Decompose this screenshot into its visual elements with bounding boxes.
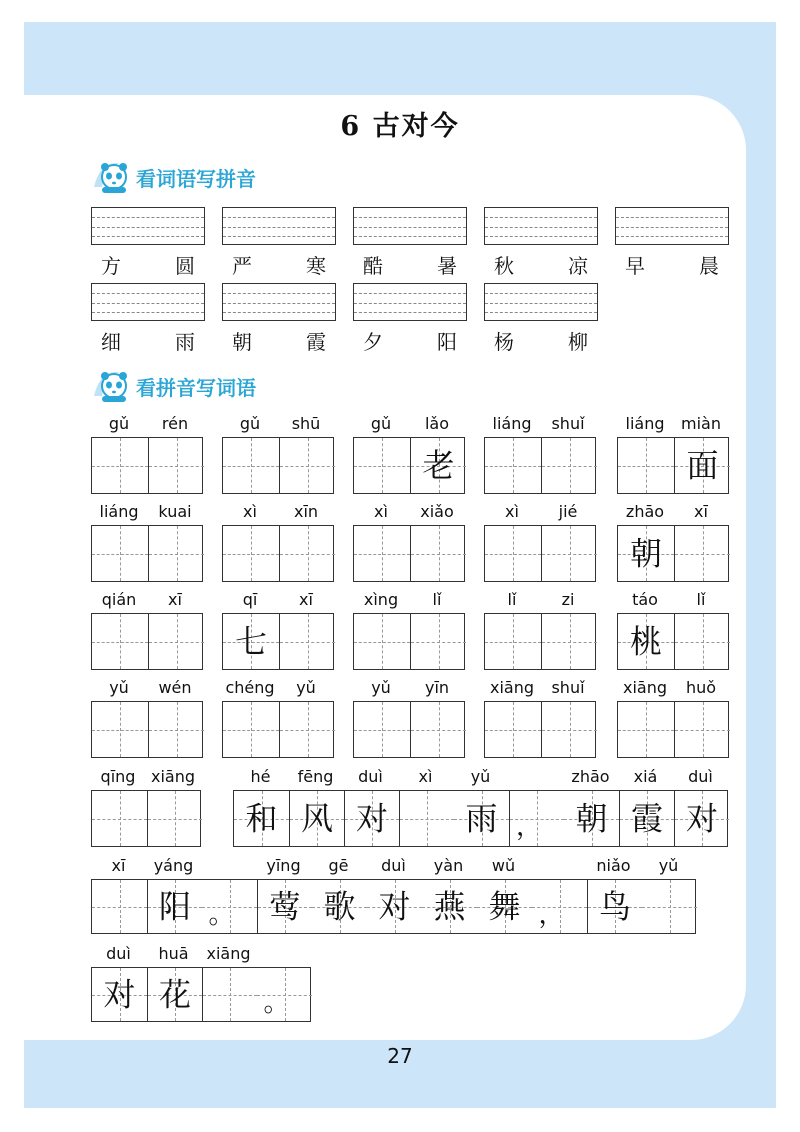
guide-line: [646, 438, 647, 493]
character-grid: [222, 701, 334, 758]
guide-line: [513, 702, 514, 757]
pinyin-syllable: gǔ: [370, 414, 392, 433]
character-cell[interactable]: [147, 791, 202, 846]
guide-line: [382, 526, 383, 581]
character-cell[interactable]: [148, 438, 204, 493]
pinyin-syllable: lǐ: [507, 590, 517, 609]
character-cell[interactable]: [92, 791, 147, 846]
pinyin-syllable: xiāng: [150, 767, 196, 786]
guide-line: [308, 526, 309, 581]
character-grid: [91, 613, 203, 670]
word-char: 杨: [494, 330, 514, 354]
character-cell[interactable]: [354, 526, 410, 581]
guide-line: [92, 312, 204, 313]
pinyin-answer-box[interactable]: [353, 207, 467, 245]
word-char: 晨: [699, 254, 719, 278]
guide-line: [382, 614, 383, 669]
panda-icon: [90, 157, 134, 195]
character-cell[interactable]: [674, 526, 730, 581]
word-char: 霞: [306, 330, 326, 354]
character-cell[interactable]: [257, 880, 312, 933]
character-cell[interactable]: [485, 702, 541, 757]
pinyin-syllable: jié: [558, 502, 578, 521]
guide-line: [703, 526, 704, 581]
guide-line: [177, 702, 178, 757]
word-char: 秋: [494, 254, 514, 278]
guide-line: [177, 614, 178, 669]
character-cell[interactable]: [509, 791, 564, 846]
character-grid: [222, 437, 334, 494]
guide-line: [251, 526, 252, 581]
character-cell[interactable]: [92, 880, 147, 933]
word-pair: [91, 326, 205, 355]
character-cell[interactable]: [202, 880, 257, 933]
given-character: 歌: [323, 886, 356, 925]
character-cell[interactable]: [541, 614, 597, 669]
pinyin-syllable: hé: [250, 767, 271, 786]
guide-line: [120, 880, 121, 933]
pinyin-syllable: xī: [111, 856, 126, 875]
character-cell[interactable]: [541, 526, 597, 581]
pinyin-syllable: zhāo: [625, 502, 665, 521]
character-cell[interactable]: [532, 880, 587, 933]
pinyin-syllable: xì: [418, 767, 433, 786]
guide-line: [308, 702, 309, 757]
character-grid: [484, 437, 596, 494]
word-char: 细: [101, 330, 121, 354]
guide-line: [439, 526, 440, 581]
word-char: 柳: [568, 330, 588, 354]
character-cell[interactable]: [279, 438, 335, 493]
guide-line: [251, 438, 252, 493]
character-grid: [91, 967, 311, 1022]
guide-line: [251, 702, 252, 757]
character-cell[interactable]: [92, 702, 148, 757]
character-grid: [353, 525, 465, 582]
pinyin-syllable: xiāng: [489, 678, 535, 697]
character-cell[interactable]: [485, 438, 541, 493]
pinyin-syllable: yàn: [433, 856, 464, 875]
pinyin-syllable: shuǐ: [551, 414, 585, 433]
guide-line: [485, 293, 597, 294]
pinyin-syllable: qián: [101, 590, 137, 609]
given-character: 燕: [433, 886, 466, 925]
guide-line: [120, 702, 121, 757]
character-cell[interactable]: [223, 702, 279, 757]
guide-line: [439, 702, 440, 757]
character-cell[interactable]: [92, 968, 147, 1021]
word-pair: [484, 250, 598, 279]
pinyin-syllable: yǔ: [109, 678, 129, 697]
given-character: 朝: [575, 798, 608, 837]
character-cell[interactable]: [148, 702, 204, 757]
character-cell[interactable]: [410, 438, 466, 493]
pinyin-syllable: qī: [242, 590, 258, 609]
character-cell[interactable]: [587, 880, 642, 933]
pinyin-answer-box[interactable]: [615, 207, 729, 245]
given-character: 鸟: [598, 886, 631, 925]
word-char: 早: [625, 254, 645, 278]
pinyin-syllable: liáng: [625, 414, 665, 433]
guide-line: [670, 880, 671, 933]
character-cell[interactable]: [223, 614, 279, 669]
character-cell[interactable]: [354, 614, 410, 669]
character-cell[interactable]: [618, 438, 674, 493]
word-char: 凉: [568, 254, 588, 278]
word-char: 圆: [175, 254, 195, 278]
pinyin-syllable: shū: [291, 414, 321, 433]
guide-line: [485, 227, 597, 228]
guide-line: [485, 236, 597, 237]
pinyin-answer-box[interactable]: [484, 283, 598, 321]
given-character: 。: [263, 987, 290, 1018]
word-pair: [615, 250, 729, 279]
word-pair: [222, 326, 336, 355]
pinyin-syllable: xiǎo: [420, 502, 454, 521]
character-cell[interactable]: [223, 526, 279, 581]
character-cell[interactable]: [223, 438, 279, 493]
pinyin-syllable: yǔ: [296, 678, 316, 697]
guide-line: [485, 312, 597, 313]
page-number: 27: [387, 1044, 413, 1068]
given-character: 。: [208, 899, 235, 930]
given-character: 阳: [158, 886, 191, 925]
word-char: 酷: [363, 254, 383, 278]
character-cell[interactable]: [92, 438, 148, 493]
guide-line: [513, 526, 514, 581]
pinyin-syllable: kuai: [158, 502, 192, 521]
pinyin-syllable: xī: [168, 590, 182, 609]
given-character: 霞: [630, 798, 663, 837]
character-cell[interactable]: [485, 526, 541, 581]
guide-line: [308, 438, 309, 493]
pinyin-syllable: duì: [688, 767, 713, 786]
character-grid: [91, 879, 696, 934]
pinyin-syllable: niǎo: [596, 856, 631, 875]
given-character: 朝: [629, 533, 662, 572]
word-pair: [353, 326, 467, 355]
character-cell[interactable]: [344, 791, 399, 846]
given-character: 对: [685, 798, 718, 837]
word-pair: [484, 326, 598, 355]
guide-line: [92, 303, 204, 304]
guide-line: [616, 217, 728, 218]
guide-line: [223, 217, 335, 218]
guide-line: [570, 702, 571, 757]
given-character: ，: [538, 899, 565, 930]
pinyin-syllable: wǔ: [491, 856, 516, 875]
given-character: 对: [378, 886, 411, 925]
pinyin-syllable: xì: [374, 502, 388, 521]
pinyin-syllable: táo: [632, 590, 658, 609]
guide-line: [703, 702, 704, 757]
pinyin-syllable: xiāng: [622, 678, 668, 697]
pinyin-syllable: shuǐ: [551, 678, 585, 697]
character-cell[interactable]: [618, 526, 674, 581]
given-character: 雨: [465, 798, 498, 837]
character-cell[interactable]: [422, 880, 477, 933]
character-grid: [91, 437, 203, 494]
character-grid: [91, 701, 203, 758]
character-grid: [617, 613, 729, 670]
pinyin-syllable: gǔ: [239, 414, 261, 433]
word-pair: [222, 250, 336, 279]
pinyin-syllable: gǔ: [108, 414, 130, 433]
guide-line: [616, 227, 728, 228]
guide-line: [92, 293, 204, 294]
guide-line: [177, 438, 178, 493]
pinyin-syllable: yǔ: [470, 767, 491, 786]
guide-line: [382, 438, 383, 493]
character-grid: [353, 613, 465, 670]
character-grid: [222, 613, 334, 670]
guide-line: [223, 312, 335, 313]
character-cell[interactable]: [618, 614, 674, 669]
character-cell[interactable]: [541, 438, 597, 493]
character-cell[interactable]: [410, 526, 466, 581]
character-cell[interactable]: [410, 614, 466, 669]
guide-line: [485, 217, 597, 218]
word-pair: [91, 250, 205, 279]
given-character: 舞: [488, 886, 521, 925]
guide-line: [230, 968, 231, 1021]
guide-line: [513, 614, 514, 669]
character-cell[interactable]: [564, 791, 619, 846]
word-char: 方: [101, 254, 121, 278]
pinyin-syllable: yǔ: [658, 856, 679, 875]
pinyin-syllable: chéng: [225, 678, 275, 697]
character-cell[interactable]: [410, 702, 466, 757]
guide-line: [570, 526, 571, 581]
guide-line: [120, 526, 121, 581]
pinyin-syllable: liáng: [99, 502, 139, 521]
guide-line: [120, 614, 121, 669]
guide-line: [223, 293, 335, 294]
given-character: 老: [422, 445, 455, 484]
page-title: 6 古对今: [340, 111, 460, 142]
pinyin-answer-box[interactable]: [222, 207, 336, 245]
pinyin-syllable: zi: [561, 590, 575, 609]
guide-line: [175, 791, 176, 846]
section-title: 看词语写拼音: [136, 167, 256, 191]
character-cell[interactable]: [312, 880, 367, 933]
character-grid: [617, 437, 729, 494]
character-cell[interactable]: [289, 791, 344, 846]
character-cell[interactable]: [92, 614, 148, 669]
guide-line: [354, 303, 466, 304]
pinyin-syllable: lǎo: [424, 414, 450, 433]
pinyin-syllable: huǒ: [685, 678, 717, 697]
guide-line: [92, 227, 204, 228]
character-cell[interactable]: [279, 702, 335, 757]
guide-line: [354, 236, 466, 237]
character-cell[interactable]: [619, 791, 674, 846]
character-cell[interactable]: [642, 880, 697, 933]
character-grid: [91, 790, 201, 847]
panda-icon: [90, 366, 134, 404]
character-grid: [617, 701, 729, 758]
word-char: 暑: [437, 254, 457, 278]
character-grid: [484, 701, 596, 758]
character-grid: [353, 701, 465, 758]
guide-line: [513, 438, 514, 493]
word-char: 寒: [306, 254, 326, 278]
pinyin-syllable: wén: [158, 678, 192, 697]
pinyin-syllable: liáng: [492, 414, 532, 433]
pinyin-answer-box[interactable]: [353, 283, 467, 321]
character-cell[interactable]: [454, 791, 509, 846]
pinyin-syllable: duì: [106, 944, 131, 963]
pinyin-syllable: yīng: [266, 856, 301, 875]
character-cell[interactable]: [354, 702, 410, 757]
pinyin-syllable: qīng: [100, 767, 136, 786]
given-character: 风: [300, 798, 333, 837]
character-cell[interactable]: [147, 968, 202, 1021]
guide-line: [354, 293, 466, 294]
pinyin-syllable: gē: [328, 856, 349, 875]
character-cell[interactable]: [541, 702, 597, 757]
character-cell[interactable]: [674, 614, 730, 669]
word-char: 阳: [437, 330, 457, 354]
character-cell[interactable]: [234, 791, 289, 846]
guide-line: [427, 791, 428, 846]
guide-line: [92, 236, 204, 237]
pinyin-syllable: duì: [358, 767, 383, 786]
pinyin-syllable: rén: [161, 414, 189, 433]
pinyin-syllable: miàn: [681, 414, 721, 433]
character-cell[interactable]: [399, 791, 454, 846]
word-char: 雨: [175, 330, 195, 354]
pinyin-syllable: xì: [243, 502, 257, 521]
character-grid: [91, 525, 203, 582]
guide-line: [308, 614, 309, 669]
guide-line: [223, 227, 335, 228]
given-character: 花: [158, 974, 191, 1013]
character-grid: [353, 437, 465, 494]
word-pair: [353, 250, 467, 279]
given-character: 和: [245, 798, 278, 837]
pinyin-syllable: huā: [158, 944, 189, 963]
guide-line: [570, 614, 571, 669]
pinyin-syllable: yáng: [153, 856, 194, 875]
guide-line: [223, 236, 335, 237]
given-character: 莺: [268, 886, 301, 925]
guide-line: [616, 236, 728, 237]
pinyin-answer-box[interactable]: [91, 207, 205, 245]
pinyin-syllable: xì: [505, 502, 519, 521]
guide-line: [354, 312, 466, 313]
given-character: 面: [686, 445, 719, 484]
character-grid: [484, 525, 596, 582]
character-cell[interactable]: [354, 438, 410, 493]
guide-line: [570, 438, 571, 493]
character-cell[interactable]: [674, 438, 730, 493]
pinyin-syllable: yǔ: [371, 678, 391, 697]
guide-line: [703, 614, 704, 669]
word-char: 夕: [363, 330, 383, 354]
character-cell[interactable]: [618, 702, 674, 757]
guide-line: [354, 227, 466, 228]
pinyin-syllable: fēng: [297, 767, 334, 786]
character-grid: [484, 613, 596, 670]
character-grid: [222, 525, 334, 582]
pinyin-syllable: yīn: [424, 678, 450, 697]
pinyin-syllable: xiá: [633, 767, 658, 786]
given-character: 对: [355, 798, 388, 837]
character-cell[interactable]: [257, 968, 312, 1021]
character-cell[interactable]: [485, 614, 541, 669]
pinyin-syllable: zhāo: [571, 767, 610, 786]
pinyin-answer-box[interactable]: [484, 207, 598, 245]
pinyin-syllable: duì: [381, 856, 406, 875]
guide-line: [382, 702, 383, 757]
guide-line: [646, 702, 647, 757]
character-cell[interactable]: [674, 791, 729, 846]
section-title: 看拼音写词语: [136, 376, 256, 400]
character-cell[interactable]: [279, 614, 335, 669]
character-cell[interactable]: [148, 614, 204, 669]
pinyin-syllable: lǐ: [696, 590, 706, 609]
word-char: 严: [232, 254, 252, 278]
guide-line: [177, 526, 178, 581]
pinyin-answer-box[interactable]: [222, 283, 336, 321]
pinyin-syllable: xī: [299, 590, 313, 609]
guide-line: [120, 438, 121, 493]
character-cell[interactable]: [674, 702, 730, 757]
pinyin-syllable: lǐ: [432, 590, 442, 609]
pinyin-answer-box[interactable]: [91, 283, 205, 321]
given-character: 对: [103, 974, 136, 1013]
character-grid: [233, 790, 728, 847]
guide-line: [485, 303, 597, 304]
word-char: 朝: [232, 330, 252, 354]
character-cell[interactable]: [148, 526, 204, 581]
guide-line: [120, 791, 121, 846]
pinyin-syllable: xī: [694, 502, 708, 521]
guide-line: [439, 614, 440, 669]
given-character: 七: [234, 621, 267, 660]
guide-line: [92, 217, 204, 218]
pinyin-syllable: xīn: [293, 502, 319, 521]
guide-line: [223, 303, 335, 304]
pinyin-syllable: xiāng: [206, 944, 251, 963]
guide-line: [354, 217, 466, 218]
given-character: 桃: [629, 621, 662, 660]
given-character: ，: [515, 811, 542, 842]
pinyin-syllable: xìng: [363, 590, 399, 609]
character-cell[interactable]: [279, 526, 335, 581]
character-grid: [617, 525, 729, 582]
character-cell[interactable]: [367, 880, 422, 933]
character-cell[interactable]: [92, 526, 148, 581]
